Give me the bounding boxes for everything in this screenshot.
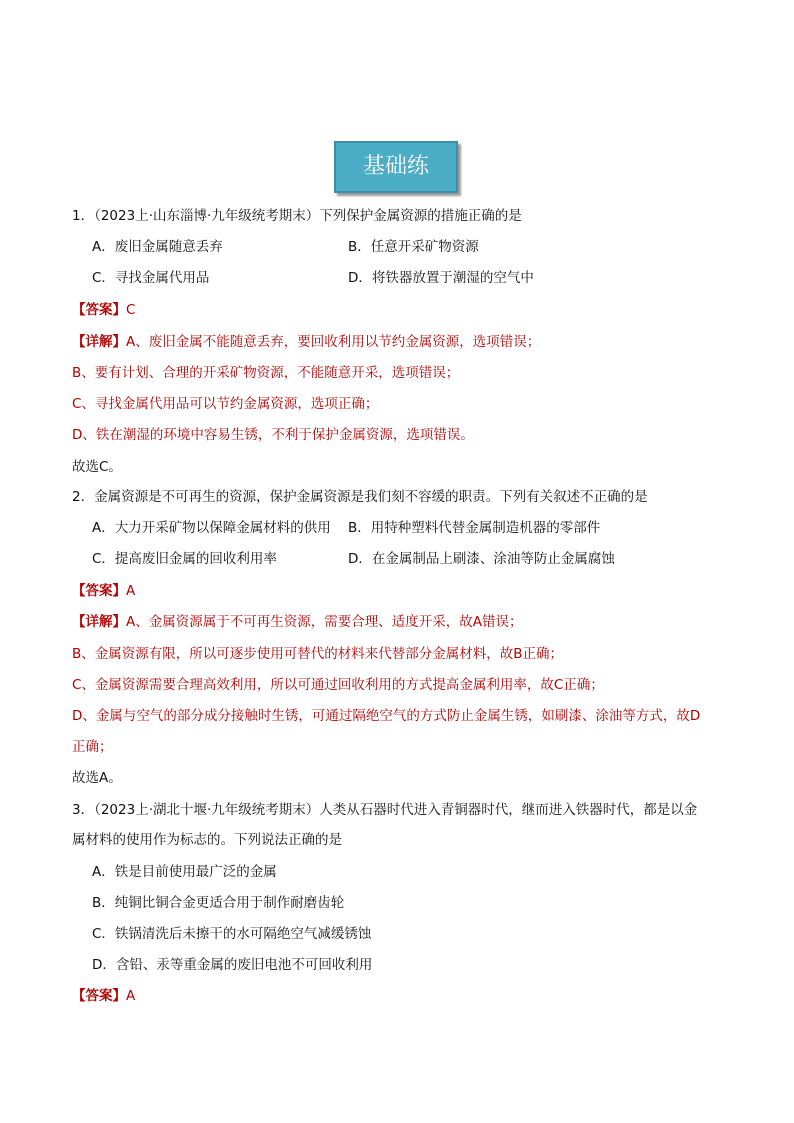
- answer-label: 【答案】: [72, 583, 126, 599]
- answer-value: A: [126, 988, 136, 1004]
- question-3-stem: 3．（2023上·湖北十堰·九年级统考期末）人类从石器时代进入青铜器时代，继而进入铁器时代，都是以金: [72, 802, 698, 818]
- q2-detail-line-3: C、金属资源需要合理高效利用，所以可通过回收利用的方式提高金属利用率，故C正确；: [72, 677, 604, 693]
- q1-option-a: A．废旧金属随意丢弃: [92, 239, 223, 255]
- question-1-stem: 1．（2023上·山东淄博·九年级统考期末）下列保护金属资源的措施正确的是: [72, 208, 522, 224]
- answer-value: C: [126, 302, 136, 318]
- detail-label: 【详解】: [72, 614, 126, 630]
- q2-detail-line-1: [72, 612, 732, 632]
- question-2-stem: 2．金属资源是不可再生的资源，保护金属资源是我们刻不容缓的职责。下列有关叙述不正确的是: [72, 489, 648, 505]
- answer-label: 【答案】: [72, 302, 126, 318]
- q1-option-d: D．将铁器放置于潮湿的空气中: [348, 270, 534, 286]
- q3-option-b: B．纯铜比铜合金更适合用于制作耐磨齿轮: [92, 895, 345, 911]
- detail-text: A、废旧金属不能随意丢弃，要回收利用以节约金属资源，选项错误；: [126, 334, 541, 350]
- q3-option-d: D．含铅、汞等重金属的废旧电池不可回收利用: [92, 957, 373, 973]
- q2-answer: [72, 581, 732, 601]
- answer-value: A: [126, 583, 136, 599]
- detail-text: A、金属资源属于不可再生资源，需要合理、适度开采，故A错误；: [126, 614, 523, 630]
- q1-conclusion: 故选C。: [72, 459, 122, 475]
- q1-detail-line-3: C、寻找金属代用品可以节约金属资源，选项正确；: [72, 396, 379, 412]
- q2-option-c: C．提高废旧金属的回收利用率: [92, 551, 277, 567]
- q1-option-c: C．寻找金属代用品: [92, 270, 210, 286]
- detail-label: 【详解】: [72, 334, 126, 350]
- q1-detail-line-2: B、要有计划、合理的开采矿物资源，不能随意开采，选项错误；: [72, 365, 460, 381]
- q2-option-d: D．在金属制品上刷漆、涂油等防止金属腐蚀: [348, 551, 615, 567]
- q2-detail-line-2: B、金属资源有限，所以可逐步使用可替代的材料来代替部分金属材料，故B正确；: [72, 646, 564, 662]
- q2-conclusion: 故选A。: [72, 770, 122, 786]
- q1-detail-line-1: [72, 332, 732, 352]
- question-3-stem-cont: 属材料的使用作为标志的。下列说法正确的是: [72, 832, 342, 848]
- section-title: 基础练: [334, 141, 458, 193]
- q3-option-c: C．铁锅清洗后未擦干的水可隔绝空气减缓锈蚀: [92, 926, 372, 942]
- q1-answer: [72, 300, 732, 320]
- q2-option-b: B．用特种塑料代替金属制造机器的零部件: [348, 520, 601, 536]
- q2-detail-line-5: 正确；: [72, 739, 113, 755]
- q1-option-b: B．任意开采矿物资源: [348, 239, 479, 255]
- answer-label: 【答案】: [72, 988, 126, 1004]
- q1-detail-line-4: D、铁在潮湿的环境中容易生锈，不利于保护金属资源，选项错误。: [72, 427, 474, 443]
- q3-option-a: A．铁是目前使用最广泛的金属: [92, 864, 277, 880]
- q3-answer: [72, 986, 732, 1006]
- q2-detail-line-4: D、金属与空气的部分成分接触时生锈，可通过隔绝空气的方式防止金属生锈，如刷漆、涂油等方式，故D: [72, 708, 701, 724]
- q2-option-a: A．大力开采矿物以保障金属材料的供用: [92, 520, 331, 536]
